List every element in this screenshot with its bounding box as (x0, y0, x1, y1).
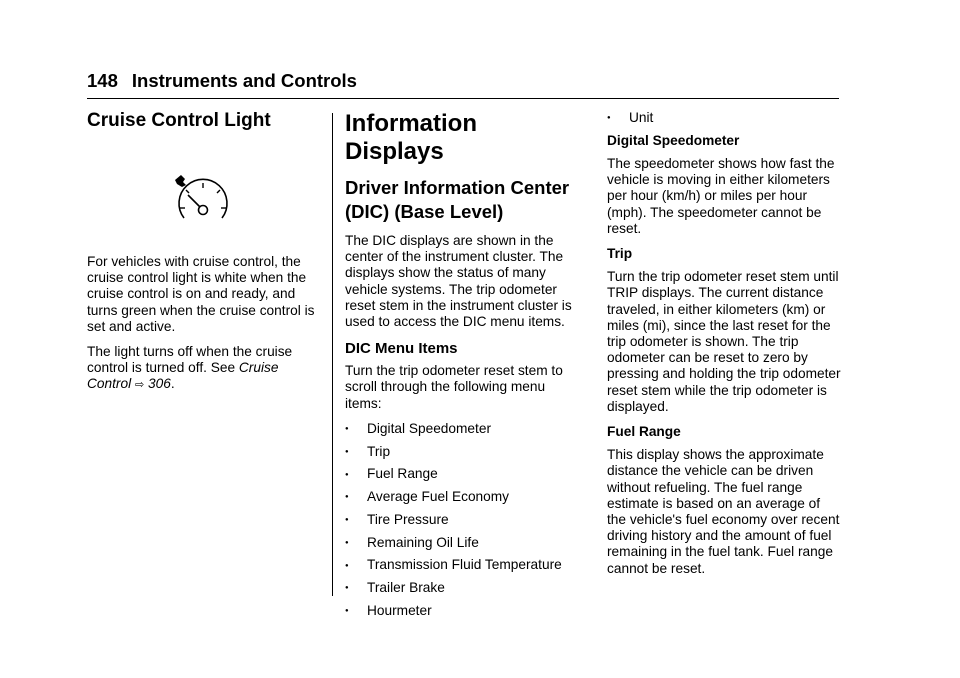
cruise-control-page-ref[interactable]: 306 (147, 376, 171, 392)
dic-base-level-heading: Driver Information Center (DIC) (Base Level) (345, 177, 570, 222)
list-item: ● Tire Pressure (345, 511, 449, 527)
list-item: ● Trailer Brake (345, 580, 445, 596)
information-displays-heading: Information Displays (345, 110, 477, 165)
header-rule (87, 98, 839, 99)
digital-speedometer-paragraph: The speedometer shows how fast the vehicle is moving in either kilometers per hour (km/h) or miles per hour (mph). The speedometer cannot be reset. (607, 155, 835, 236)
list-item: ● Unit (607, 110, 654, 125)
digital-speedometer-heading: Digital Speedometer (607, 132, 740, 148)
cruise-light-paragraph: For vehicles with cruise control, the cruise control light is white when the cruise control is on and ready, and turns green when the cruise control is set and active. (87, 254, 315, 334)
bullet-icon: ● (345, 494, 349, 501)
bullet-icon: ● (607, 115, 611, 122)
dic-menu-list (345, 421, 580, 620)
page-header (87, 70, 357, 92)
cruise-control-xref-link[interactable]: Cruise Control (87, 360, 279, 392)
bullet-icon: ● (345, 608, 349, 615)
list-item: ● Transmission Fluid Temperature (345, 557, 562, 573)
bullet-icon: ● (345, 585, 349, 592)
fuel-range-heading: Fuel Range (607, 424, 681, 440)
unit-list (607, 110, 842, 126)
bullet-icon: ● (345, 517, 349, 524)
trip-paragraph: Turn the trip odometer reset stem until TRIP displays. The current distance traveled, in either kilometers (km) or miles (mi), since the last reset for the trip odometer is shown. The trip odometer can be reset to zero by pressing and holding the trip odometer reset stem while the trip odometer is displayed. (607, 269, 841, 414)
bullet-icon: ● (345, 448, 349, 455)
cruise-control-speedometer-icon (172, 174, 234, 230)
column-right (607, 110, 842, 577)
dic-menu-items-heading: DIC Menu Items (345, 340, 458, 358)
page-number: 148 (87, 70, 118, 91)
column-divider (332, 113, 333, 596)
dic-intro-paragraph: The DIC displays are shown in the center of the instrument cluster. The displays show the status of many vehicle systems. The trip odometer reset stem in the instrument cluster is used to access the DIC menu items. (345, 233, 572, 330)
bullet-icon: ● (345, 539, 349, 546)
list-item: ● Trip (345, 443, 391, 459)
column-left (87, 110, 322, 394)
cruise-control-icon-area (87, 166, 322, 254)
bullet-icon: ● (345, 426, 349, 433)
trip-heading: Trip (607, 245, 633, 261)
page-ref-arrow-icon: ⇨ (134, 379, 145, 392)
bullet-icon: ● (345, 471, 349, 478)
list-item: ● Average Fuel Economy (345, 489, 510, 505)
dic-menu-intro-paragraph: Turn the trip odometer reset stem to scroll through the following menu items: (345, 363, 563, 411)
list-item: ● Fuel Range (345, 466, 438, 482)
cruise-light-off-paragraph: The light turns off when the cruise control is turned off. See Cruise Control ⇨ 306. (87, 344, 293, 392)
list-item: ● Hourmeter (345, 602, 432, 618)
list-item: ● Digital Speedometer (345, 420, 492, 436)
column-middle (345, 110, 580, 626)
list-item: ● Remaining Oil Life (345, 534, 479, 550)
section-title: Instruments and Controls (131, 70, 357, 91)
fuel-range-paragraph: This display shows the approximate distance the vehicle can be driven without refueling. The fuel range estimate is based on an average of the vehicle's fuel economy over recent driving history and the amount of fuel remaining in the fuel tank. Fuel range cannot be reset. (607, 447, 840, 576)
cruise-control-light-heading: Cruise Control Light (87, 110, 271, 131)
bullet-icon: ● (345, 562, 349, 569)
